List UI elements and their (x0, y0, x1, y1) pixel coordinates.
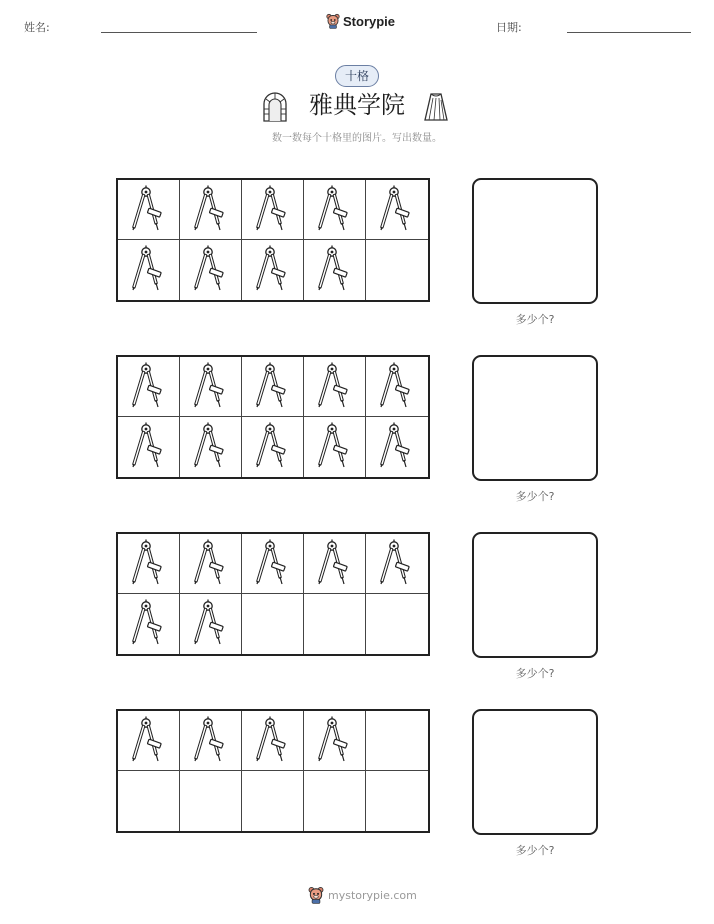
drafting-compass-icon (193, 362, 229, 412)
drafting-compass-icon (131, 245, 167, 295)
ten-frame-cell (304, 534, 366, 594)
count-prompt-4: 多少个? (515, 844, 555, 857)
count-prompt-1: 多少个? (515, 313, 555, 326)
ten-frame-cell (242, 534, 304, 594)
ten-frame-cell (118, 357, 180, 417)
ten-frame-cell (366, 240, 428, 300)
drafting-compass-icon (379, 362, 415, 412)
drafting-compass-icon (193, 245, 229, 295)
ten-frame-cell (304, 771, 366, 831)
drafting-compass-icon (317, 716, 353, 766)
ten-frame-cell (180, 771, 242, 831)
name-label: 姓名: (24, 21, 50, 34)
date-line[interactable] (567, 32, 691, 33)
brand-logo (326, 13, 395, 29)
drafting-compass-icon (131, 539, 167, 589)
ten-frame-cell (180, 180, 242, 240)
ten-frame-cell (180, 240, 242, 300)
date-label: 日期: (496, 21, 522, 34)
drafting-compass-icon (317, 185, 353, 235)
ten-frame-cell (366, 417, 428, 477)
ten-frame-cell (180, 357, 242, 417)
stone-archway-icon (262, 92, 288, 122)
ten-frame-cell (242, 711, 304, 771)
ten-frame-cell (180, 417, 242, 477)
ten-frame-cell (118, 240, 180, 300)
ten-frame-cell (242, 180, 304, 240)
instructions: 数一数每个十格里的图片。写出数量。 (272, 133, 442, 144)
drafting-compass-icon (193, 539, 229, 589)
drafting-compass-icon (379, 422, 415, 472)
ten-frame-cell (304, 357, 366, 417)
ten-frame-cell (304, 711, 366, 771)
worksheet-type-badge: 十格 (335, 65, 379, 87)
drafting-compass-icon (193, 716, 229, 766)
drafting-compass-icon (131, 599, 167, 649)
count-prompt-3: 多少个? (515, 667, 555, 680)
ten-frame-cell (366, 711, 428, 771)
drafting-compass-icon (379, 185, 415, 235)
drafting-compass-icon (131, 185, 167, 235)
drafting-compass-icon (131, 716, 167, 766)
ten-frame-cell (180, 711, 242, 771)
answer-box-4[interactable] (472, 709, 598, 835)
drafting-compass-icon (317, 245, 353, 295)
drafting-compass-icon (255, 716, 291, 766)
ten-frame-cell (304, 594, 366, 654)
ten-frame-cell (118, 180, 180, 240)
ten-frame-1 (116, 178, 430, 302)
ten-frame-cell (118, 534, 180, 594)
drafting-compass-icon (131, 422, 167, 472)
ten-frame-cell (242, 417, 304, 477)
answer-box-3[interactable] (472, 532, 598, 658)
ten-frame-2 (116, 355, 430, 479)
ten-frame-cell (366, 534, 428, 594)
ten-frame-cell (366, 357, 428, 417)
ten-frame-cell (118, 594, 180, 654)
count-prompt-2: 多少个? (515, 490, 555, 503)
answer-box-1[interactable] (472, 178, 598, 304)
footer-url[interactable]: mystorypie.com (328, 888, 417, 902)
ten-frame-3 (116, 532, 430, 656)
drafting-compass-icon (317, 362, 353, 412)
drafting-compass-icon (255, 245, 291, 295)
drafting-compass-icon (255, 362, 291, 412)
ten-frame-cell (304, 240, 366, 300)
ten-frame-cell (180, 594, 242, 654)
drafting-compass-icon (255, 539, 291, 589)
answer-box-2[interactable] (472, 355, 598, 481)
ten-frame-cell (242, 594, 304, 654)
greek-toga-icon (423, 92, 449, 122)
bear-mascot-icon (308, 886, 324, 904)
ten-frame-cell (118, 771, 180, 831)
drafting-compass-icon (255, 185, 291, 235)
ten-frame-cell (366, 594, 428, 654)
footer (308, 886, 417, 904)
ten-frame-cell (366, 771, 428, 831)
drafting-compass-icon (255, 422, 291, 472)
brand-name: Storypie (343, 13, 396, 29)
ten-frame-4 (116, 709, 430, 833)
ten-frame-cell (304, 417, 366, 477)
drafting-compass-icon (193, 185, 229, 235)
ten-frame-cell (242, 357, 304, 417)
drafting-compass-icon (193, 599, 229, 649)
ten-frame-cell (118, 711, 180, 771)
ten-frame-cell (180, 534, 242, 594)
ten-frame-cell (242, 240, 304, 300)
bear-mascot-icon (326, 13, 340, 29)
drafting-compass-icon (131, 362, 167, 412)
ten-frame-cell (304, 180, 366, 240)
ten-frame-cell (242, 771, 304, 831)
name-line[interactable] (101, 32, 257, 33)
ten-frame-cell (366, 180, 428, 240)
ten-frame-cell (118, 417, 180, 477)
drafting-compass-icon (193, 422, 229, 472)
drafting-compass-icon (379, 539, 415, 589)
drafting-compass-icon (317, 422, 353, 472)
page-title: 雅典学院 (309, 91, 405, 119)
drafting-compass-icon (317, 539, 353, 589)
